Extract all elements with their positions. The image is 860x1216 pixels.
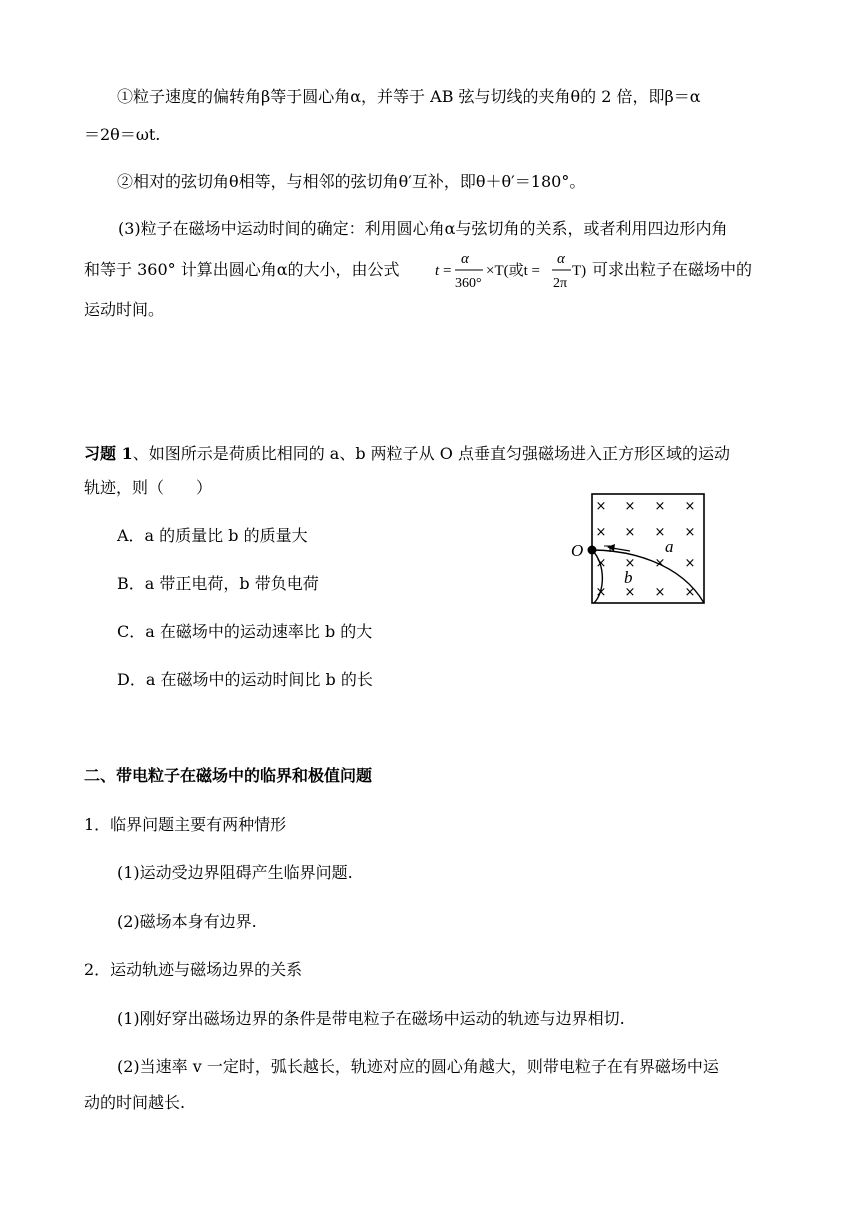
section2-heading: 二、带电粒子在磁场中的临界和极值问题 bbox=[84, 766, 373, 785]
velocity-arrowhead bbox=[607, 544, 615, 551]
magnetic-field-figure bbox=[568, 490, 708, 606]
item3-line2-after: 可求出粒子在磁场中的 bbox=[592, 260, 753, 279]
formula-alpha2: α bbox=[557, 251, 565, 267]
section2-p2: 2．运动轨迹与磁场边界的关系 bbox=[84, 960, 303, 979]
exercise-stem-line2: 轨迹，则（ ） bbox=[84, 478, 213, 497]
formula-alpha1: α bbox=[461, 251, 469, 267]
section2-p1: 1．临界问题主要有两种情形 bbox=[84, 815, 287, 834]
option-c: C．a 在磁场中的运动速率比 b 的大 bbox=[117, 622, 373, 641]
formula-tail: T) bbox=[572, 263, 587, 279]
field-cross: × bbox=[595, 525, 607, 540]
formula-times: ×T(或t = bbox=[486, 263, 540, 279]
field-cross: × bbox=[624, 585, 636, 600]
formula-t: t bbox=[435, 263, 440, 279]
exercise-stem-text: 、如图所示是荷质比相同的 a、b 两粒子从 O 点垂直匀强磁场进入正方形区域的运动 bbox=[132, 444, 730, 463]
field-cross: × bbox=[595, 585, 607, 600]
field-cross: × bbox=[624, 556, 636, 571]
section2-p2-2-line1: (2)当速率 v 一定时，弧长越长，轨迹对应的圆心角越大，则带电粒子在有界磁场中运 bbox=[117, 1057, 719, 1076]
field-cross: × bbox=[595, 499, 607, 514]
field-cross: × bbox=[684, 499, 696, 514]
exercise-label: 习题 1 bbox=[84, 444, 133, 463]
field-cross: × bbox=[654, 499, 666, 514]
label-O: O bbox=[571, 541, 584, 560]
entry-point-O bbox=[588, 546, 597, 555]
section2-p2-2-line2: 动的时间越长. bbox=[84, 1093, 186, 1112]
label-b: b bbox=[624, 568, 633, 587]
item2-text: ②相对的弦切角θ相等，与相邻的弦切角θ′互补，即θ＋θ′＝180°。 bbox=[117, 172, 586, 191]
field-cross: × bbox=[684, 525, 696, 540]
option-a: A．a 的质量比 b 的质量大 bbox=[117, 526, 308, 545]
item1-line2: ＝2θ＝ωt. bbox=[84, 125, 161, 144]
field-cross: × bbox=[624, 525, 636, 540]
formula-den2: 2π bbox=[553, 276, 568, 291]
velocity-arrow-shaft bbox=[612, 548, 630, 551]
field-cross: × bbox=[595, 556, 607, 571]
item1-line1: ①粒子速度的偏转角β等于圆心角α，并等于 AB 弦与切线的夹角θ的 2 倍，即β＝α bbox=[117, 87, 701, 106]
field-cross: × bbox=[624, 499, 636, 514]
field-cross: × bbox=[654, 556, 666, 571]
option-b: B．a 带正电荷，b 带负电荷 bbox=[117, 574, 319, 593]
section2-p1-1: (1)运动受边界阻碍产生临界问题. bbox=[117, 863, 353, 882]
time-formula bbox=[433, 244, 588, 296]
exercise-stem-line1 bbox=[84, 443, 730, 465]
field-cross: × bbox=[654, 525, 666, 540]
section2-p2-1: (1)刚好穿出磁场边界的条件是带电粒子在磁场中运动的轨迹与边界相切. bbox=[117, 1009, 625, 1028]
field-cross: × bbox=[654, 585, 666, 600]
formula-den1: 360° bbox=[455, 276, 482, 291]
label-a: a bbox=[665, 537, 674, 556]
field-cross: × bbox=[684, 585, 696, 600]
option-d: D．a 在磁场中的运动时间比 b 的长 bbox=[117, 670, 373, 689]
item3-line1: (3)粒子在磁场中运动时间的确定：利用圆心角α与弦切角的关系，或者利用四边形内角 bbox=[118, 219, 728, 238]
formula-eq: = bbox=[443, 263, 452, 279]
item3-line3: 运动时间。 bbox=[84, 300, 165, 319]
field-cross: × bbox=[684, 556, 696, 571]
item3-line2-before: 和等于 360° 计算出圆心角α的大小，由公式 bbox=[84, 260, 400, 279]
section2-p1-2: (2)磁场本身有边界. bbox=[117, 912, 257, 931]
